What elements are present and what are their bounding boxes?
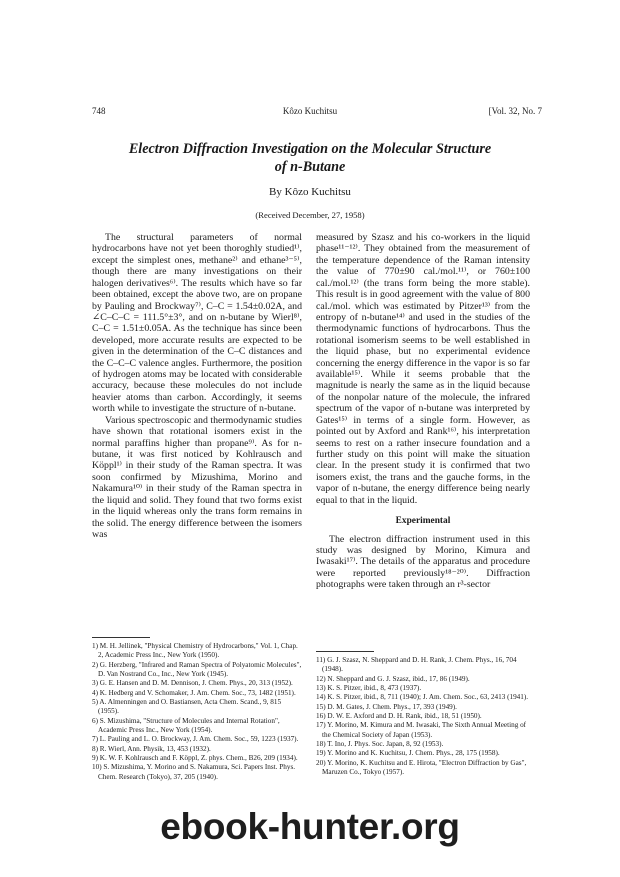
section-heading-experimental: Experimental: [395, 516, 451, 527]
running-header-volume: [Vol. 32, No. 7: [488, 106, 542, 116]
author-byline: By Kôzo Kuchitsu: [269, 186, 351, 198]
footnotes-left: [92, 637, 302, 782]
reference-item: 11) G. J. Szasz, N. Sheppard and D. H. Rank, J. Chem. Phys., 16, 704 (1948).: [316, 656, 517, 674]
reference-item: 3) G. E. Hansen and D. M. Dennison, J. Chem. Phys., 20, 313 (1952).: [92, 679, 293, 688]
paper-title-line-1: Electron Diffraction Investigation on the Molecular Structure: [128, 141, 492, 157]
reference-item: 4) K. Hedberg and V. Schomaker, J. Am. Chem. Soc., 73, 1482 (1951).: [92, 688, 296, 697]
reference-item: 18) T. Ino, J. Phys. Soc. Japan, 8, 92 (1953).: [316, 740, 444, 749]
reference-item: 8) R. Wierl, Ann. Physik, 13, 453 (1932).: [92, 744, 211, 753]
reference-item: 19) Y. Morino and K. Kuchitsu, J. Chem. Phys., 28, 175 (1958).: [316, 749, 500, 758]
reference-item: 20) Y. Morino, K. Kuchitsu and E. Hirota, "Electron Diffraction by Gas", Maruzen Co., Tokyo (1957).: [316, 758, 527, 777]
body-paragraph: Various spectroscopic and thermodynamic studies have shown that rotational isomers exist in the normal paraffins higher than propane⁹⁾. As for n-butane, it was first noticed by Kohlrausch and Köppl¹⁾ in their study of the Raman spectra. It was soon confirmed by Mizushima, Morino and Nakamura¹⁰⁾ in their study of the Raman spectra in the liquid and solid. They found that two forms exist in the liquid whereas only the trans form remains in the solid. The energy difference between the isomers was: [92, 414, 302, 540]
paper-title: [0, 140, 620, 176]
received-date: (Received December, 27, 1958): [255, 210, 365, 220]
page-number: 748: [92, 106, 106, 116]
reference-item: 6) S. Mizushima, "Structure of Molecules and Internal Rotation", Academic Press Inc., New York (1954).: [92, 716, 280, 735]
watermark-text: ebook-hunter.org: [160, 806, 460, 847]
running-header-author: Kôzo Kuchitsu: [282, 106, 338, 116]
reference-item: 16) D. W. E. Axford and D. H. Rank, ibid., 18, 51 (1950).: [316, 712, 482, 721]
paper-title-line-2: of n-Butane: [274, 159, 346, 175]
reference-item: 5) A. Almenningen and O. Bastiansen, Acta Chem. Scand., 9, 815 (1955).: [92, 698, 282, 716]
footnote-rule: [92, 637, 150, 638]
reference-item: 2) G. Herzberg, "Infrared and Raman Spectra of Polyatomic Molecules", D. Van Nostrand Co., Inc., New York (1945).: [92, 660, 302, 679]
reference-item: 15) D. M. Gates, J. Chem. Phys., 17, 393 (1949).: [316, 702, 457, 711]
reference-item: 17) Y. Morino, M. Kimura and M. Iwasaki, The Sixth Annual Meeting of the Chemical Society of Japan (1953).: [316, 721, 527, 739]
reference-item: 12) N. Sheppard and G. J. Szasz, ibid., 17, 86 (1949).: [316, 674, 470, 683]
reference-item: 14) K. S. Pitzer, ibid., 8, 711 (1940); J. Am. Chem. Soc., 63, 2413 (1941).: [316, 693, 529, 702]
reference-item: 9) K. W. F. Kohlrausch and F. Köppl, Z. phys. Chem., B26, 209 (1934).: [92, 754, 298, 763]
body-paragraph: measured by Szasz and his co-workers in the liquid phase¹¹⁻¹²⁾. They obtained from the measurement of the temperature dependence of the Raman intensity the value of 770±90 cal./mol.¹¹⁾, or 760±100 cal./mol.¹²⁾ (the trans form being the more stable). This result is in good agreement with the value of 800 cal./mol. which was estimated by Pitzer¹³⁾ from the entropy of n-butane¹⁴⁾ and used in the studies of the thermodynamic functions of hydrocarbons. Thus the rotational isomerism seems to be well established in the liquid phase, but no experimental evidence concerning the energy difference in the vapor is so far available¹⁵⁾. While it seems probable that the magnitude is nearly the same as in the liquid because of the nonpolar nature of the molecule, the infrared spectrum of the vapor of n-butane was interpreted by Gates¹⁵⁾ in terms of a single form. However, as pointed out by Axford and Rank¹⁶⁾, his interpretation seems to rest on a rather insecure foundation and a further study on this point will make the situation clear. In the present study it is confirmed that two isomers exist, the trans and the gauche forms, in the vapor of n-butane, the energy difference being nearly equal to that in the liquid.: [316, 232, 530, 506]
body-column-right: [316, 232, 530, 591]
reference-item: 7) L. Pauling and L. O. Brockway, J. Am. Chem. Soc., 59, 1223 (1937).: [92, 735, 299, 744]
footnote-rule: [316, 651, 374, 652]
footnotes-right: [316, 651, 530, 777]
body-paragraph: The structural parameters of normal hydrocarbons have not yet been thoroghly studied¹⁾, except the simplest ones, methane²⁾ and ethane³⁻⁵⁾, though there are many investigations on their halogen derivatives⁶⁾. The results which have so far been obtained, except the above two, are on propane by Pauling and Brockway⁷⁾, C–C = 1.54±0.02A, and ∠C–C–C = 111.5°±3°, and on n-butane by Wierl⁸⁾, C–C = 1.51±0.05A. As the technique has since been developed, more accurate results are expected to be given in the determination of the C–C distances and the C–C–C valence angles. Furthermore, the position of hydrogen atoms may be located with considerable accuracy, because these molecules do not include heavier atoms than carbon. Accordingly, it seems worth while to investigate the structure of n-butane.: [92, 232, 302, 415]
reference-item: 1) M. H. Jellinek, "Physical Chemistry of Hydrocarbons," Vol. 1, Chap. 2, Academic Press Inc., New York (1950).: [92, 642, 298, 660]
reference-item: 10) S. Mizushima, Y. Morino and S. Nakamura, Sci. Papers Inst. Phys. Chem. Research (Tokyo), 37, 205 (1940).: [92, 763, 296, 781]
body-column-left: [92, 232, 302, 540]
body-paragraph: The electron diffraction instrument used in this study was designed by Morino, Kimura and Iwasaki¹⁷⁾. The details of the apparatus and procedure were reported previously¹⁸⁻²⁰⁾. Diffraction photographs were taken through an r³-sector: [316, 533, 530, 591]
reference-item: 13) K. S. Pitzer, ibid., 8, 473 (1937).: [316, 684, 422, 693]
